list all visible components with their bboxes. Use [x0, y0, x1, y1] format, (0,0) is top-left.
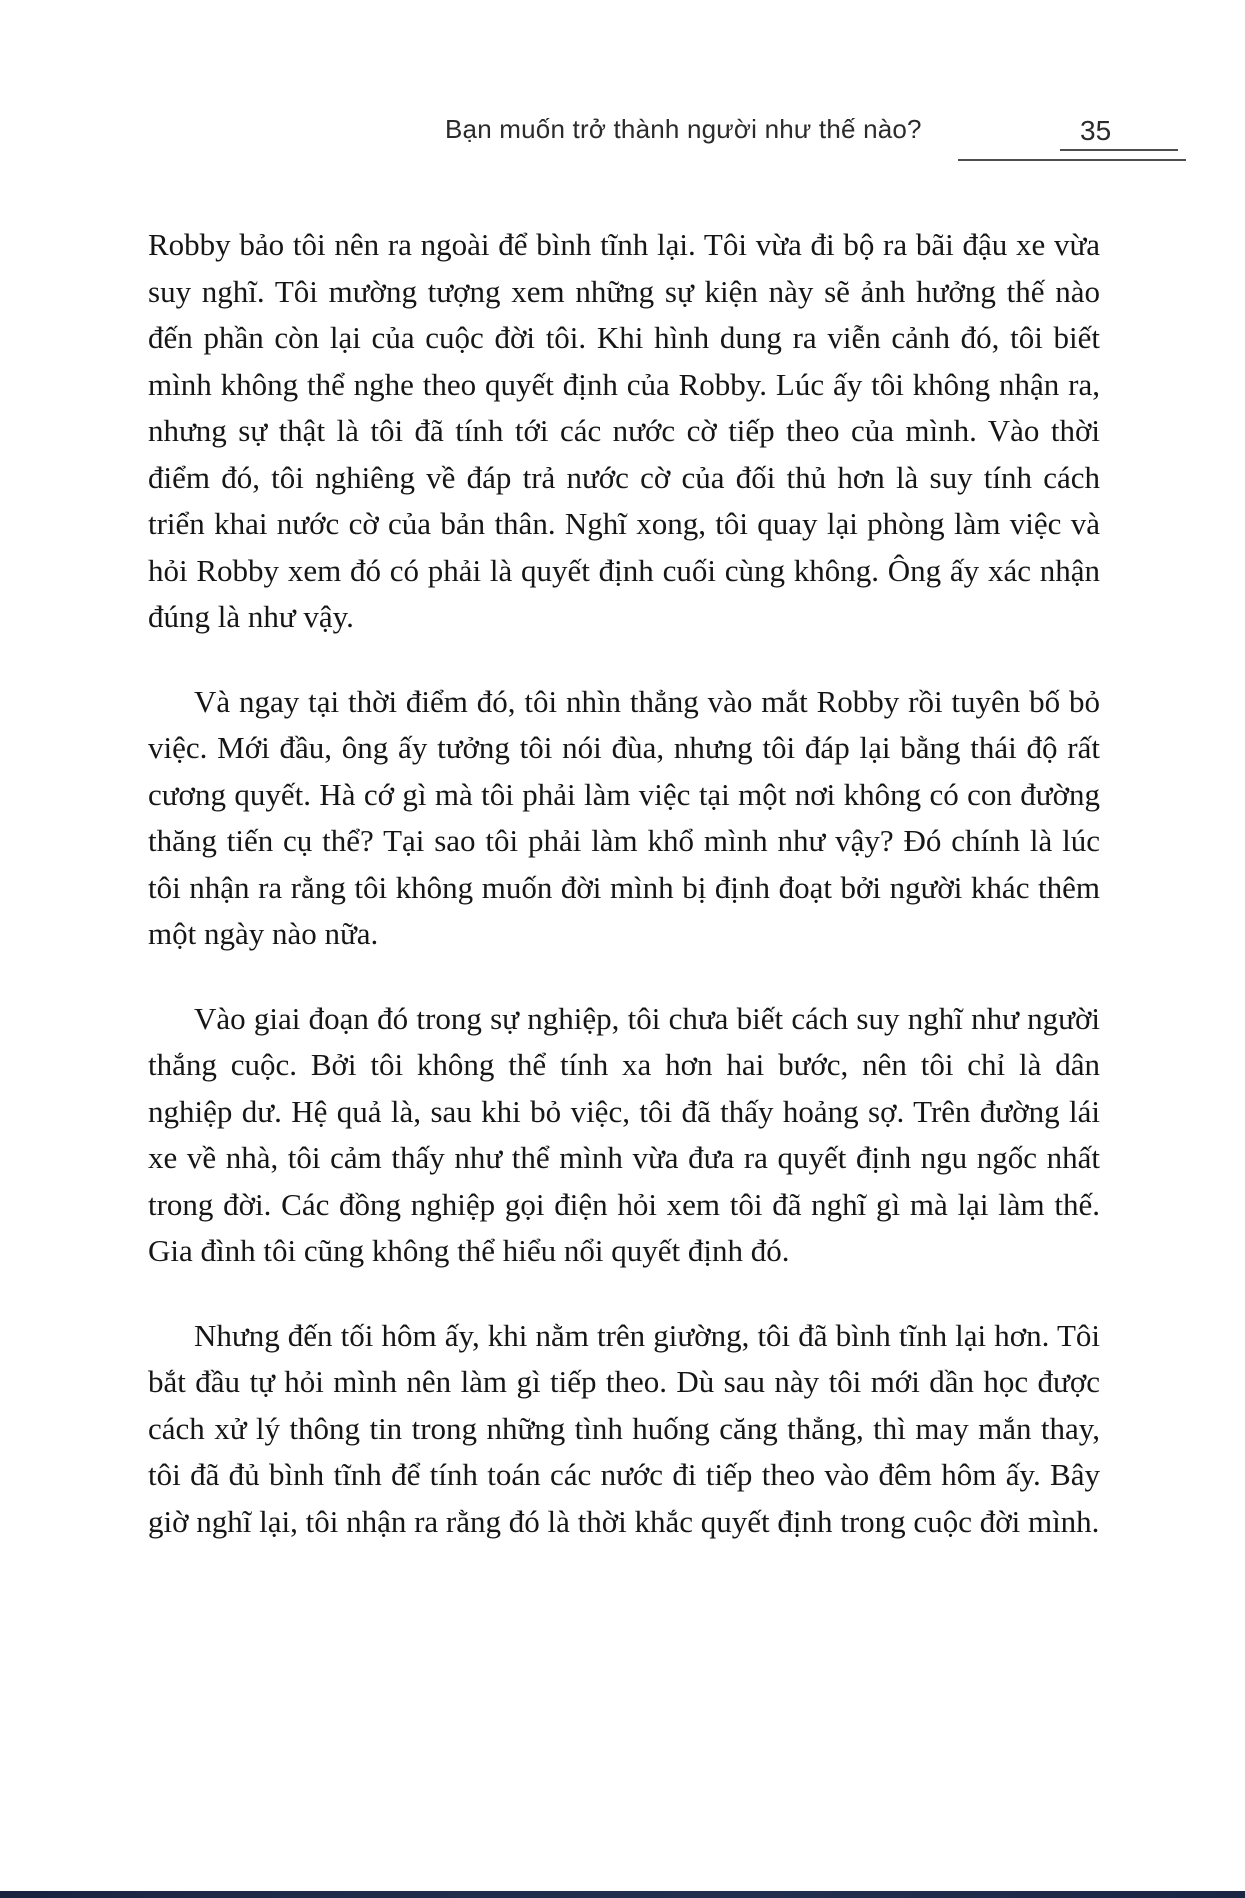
page-number: 35 [1080, 115, 1112, 146]
paragraph: Robby bảo tôi nên ra ngoài để bình tĩnh lại. Tôi vừa đi bộ ra bãi đậu xe vừa suy nghĩ. Tôi mường tượng xem những sự kiện này sẽ ảnh hưởng thế nào đến phần còn lại của cuộc đời tôi. Khi hình dung ra viễn cảnh đó, tôi biết mình không thể nghe theo quyết định của Robby. Lúc ấy tôi không nhận ra, nhưng sự thật là tôi đã tính tới các nước cờ tiếp theo của mình. Vào thời điểm đó, tôi nghiêng về đáp trả nước cờ của đối thủ hơn là suy tính cách triển khai nước cờ của bản thân. Nghĩ xong, tôi quay lại phòng làm việc và hỏi Robby xem đó có phải là quyết định cuối cùng không. Ông ấy xác nhận đúng là như vậy. [148, 227, 1100, 634]
body-text-block [148, 222, 1100, 1583]
header-rule-long [958, 159, 1186, 161]
paragraph: Nhưng đến tối hôm ấy, khi nằm trên giường, tôi đã bình tĩnh lại hơn. Tôi bắt đầu tự hỏi mình nên làm gì tiếp theo. Dù sau này tôi mới dần học được cách xử lý thông tin trong những tình huống căng thẳng, thì may mắn thay, tôi đã đủ bình tĩnh để tính toán các nước đi tiếp theo vào đêm hôm ấy. Bây giờ nghĩ lại, tôi nhận ra rằng đó là thời khắc quyết định trong cuộc đời mình. [148, 1317, 1100, 1539]
bottom-edge-bar [0, 1891, 1245, 1898]
paragraph: Vào giai đoạn đó trong sự nghiệp, tôi chưa biết cách suy nghĩ như người thắng cuộc. Bởi tôi không thể tính xa hơn hai bước, nên tôi chỉ là dân nghiệp dư. Hệ quả là, sau khi bỏ việc, tôi đã thấy hoảng sợ. Trên đường lái xe về nhà, tôi cảm thấy như thể mình vừa đưa ra quyết định ngu ngốc nhất trong đời. Các đồng nghiệp gọi điện hỏi xem tôi đã nghĩ gì mà lại làm thế. Gia đình tôi cũng không thể hiểu nổi quyết định đó. [148, 1000, 1100, 1268]
running-header-title: Bạn muốn trở thành người như thế nào? [445, 114, 922, 144]
paragraph: Và ngay tại thời điểm đó, tôi nhìn thẳng vào mắt Robby rồi tuyên bố bỏ việc. Mới đầu, ông ấy tưởng tôi nói đùa, nhưng tôi đáp lại bằng thái độ rất cương quyết. Hà cớ gì mà tôi phải làm việc tại một nơi không có con đường thăng tiến cụ thể? Tại sao tôi phải làm khổ mình như vậy? Đó chính là lúc tôi nhận ra rằng tôi không muốn đời mình bị định đoạt bởi người khác thêm một ngày nào nữa. [148, 683, 1100, 951]
header-rule-short [1060, 149, 1178, 151]
